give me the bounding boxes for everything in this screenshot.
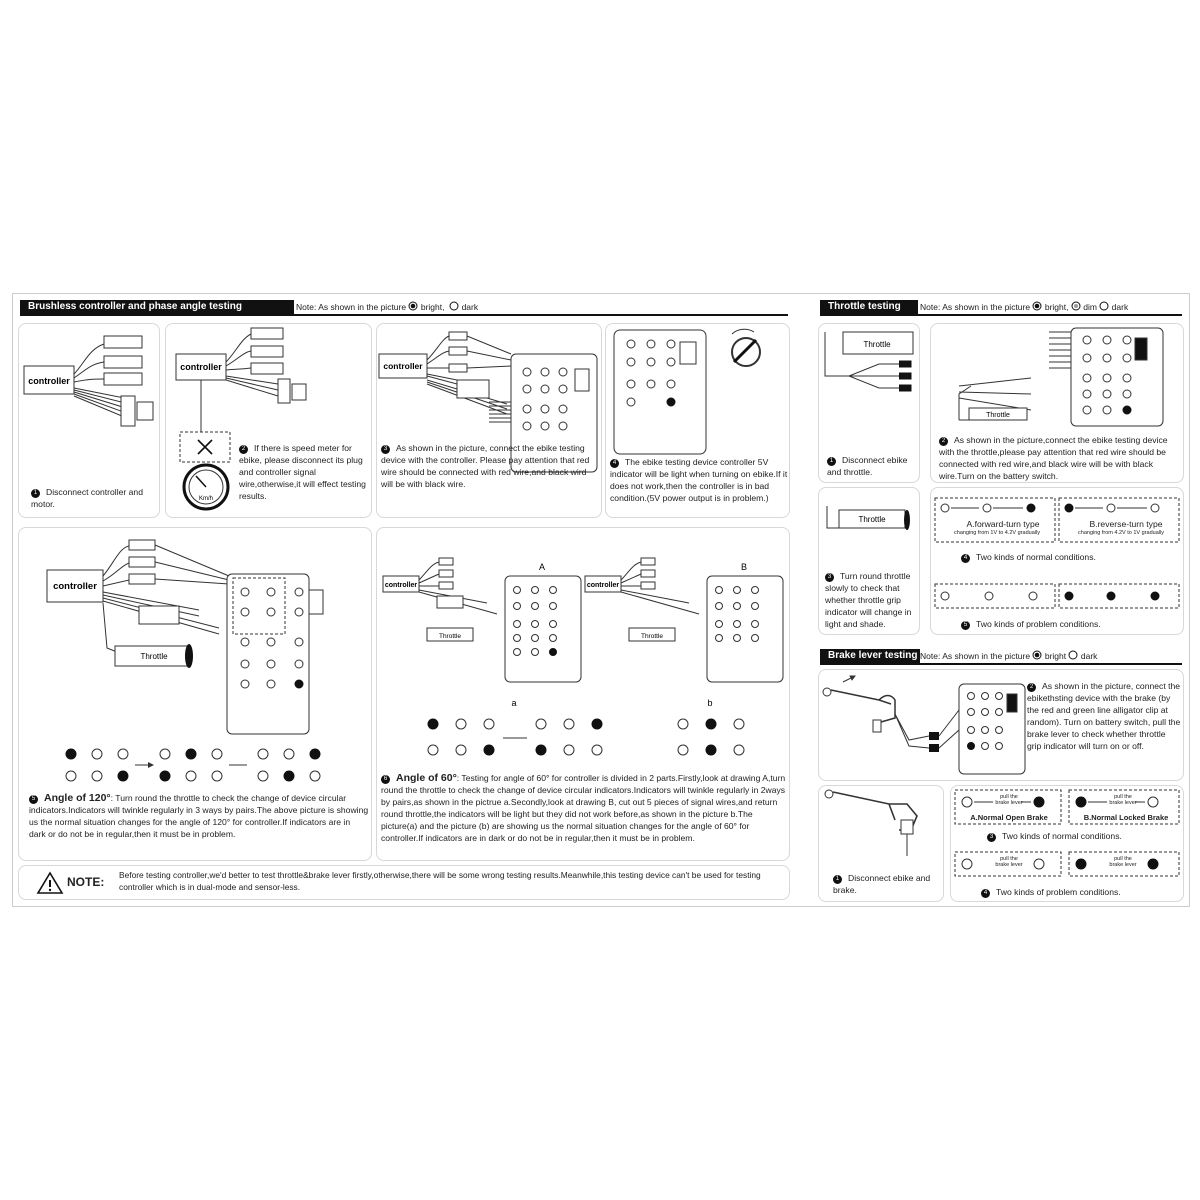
step1-text: 1 Disconnect controller and motor. — [31, 487, 143, 509]
svg-text:controller: controller — [384, 582, 418, 589]
controller-motor-diagram — [19, 324, 159, 474]
throttle-step2-text: 2 As shown in the picture,connect the ebike testing device with the throttle,please pay attention that red wire should be connected with red wire,and black wire will be with black wire.Turn on the battery switch. — [939, 435, 1168, 481]
controller-label: controller — [28, 376, 70, 386]
step6-panel — [376, 527, 790, 861]
svg-text:Throttle: Throttle — [986, 412, 1010, 419]
step5-title: Angle of 120° — [44, 792, 111, 804]
throttle-turn-diagram — [819, 488, 919, 548]
bright-indicator-icon — [408, 301, 418, 311]
note-bar — [18, 865, 790, 900]
legend-bright: bright, — [420, 302, 445, 312]
brake-step1-panel — [818, 785, 944, 902]
throttle-header-rule — [820, 314, 1182, 316]
throttle-legend: Note: As shown in the picture bright, dim dark — [920, 302, 1129, 312]
step1-panel — [18, 323, 160, 518]
section-title-brushless: Brushless controller and phase angle testing — [20, 300, 294, 314]
angle-60-diagram — [377, 528, 789, 768]
brake-legend: Note: As shown in the picture bright dark — [920, 651, 1098, 661]
brake-step2-panel — [818, 669, 1184, 781]
svg-text:controller: controller — [383, 361, 423, 371]
bright-indicator-icon — [1032, 301, 1042, 311]
svg-text:controller: controller — [53, 581, 97, 592]
brake-step1-text: 1 Disconnect ebike and brake. — [833, 873, 931, 895]
warning-icon — [37, 871, 63, 895]
step6-title: Angle of 60° — [396, 772, 457, 784]
throttle-step1-text: 1 Disconnect ebike and throttle. — [827, 455, 908, 477]
pull-label-a: pull the brake lever — [995, 794, 1023, 806]
brake-step3-text: 3 Two kinds of normal conditions. — [987, 830, 1183, 842]
brake-step2-text: 2 As shown in the picture, connect the ebikethsting device with the brake (by the red and green line alligator clip at random). Turn on battery switch, pull the brake lever to check whether throttle grip indicator will turn on or off. — [1027, 681, 1181, 751]
brake-step4-text: 4 Two kinds of problem conditions. — [981, 886, 1181, 898]
step5-panel — [18, 527, 372, 861]
dim-indicator-icon — [1071, 301, 1081, 311]
header-rule — [20, 314, 788, 316]
throttle-label: Throttle — [140, 652, 168, 661]
step5-text: 5 Angle of 120°: Turn round the throttle to check the change of device circular indicators.Indicators will twinkle regularly in 3 ways by pairs.The above picture is showing us the normal situation changes for the angle of 120° for controller.If indicators are in dark or do not be in regular,then it must be in problem. — [29, 792, 369, 839]
kmh-label: Km/h — [198, 496, 214, 502]
type-a-label: A.forward-turn type — [966, 519, 1040, 529]
svg-text:Throttle: Throttle — [858, 515, 886, 524]
throttle-step5-text: 5 Two kinds of problem conditions. — [961, 618, 1181, 630]
svg-text:Throttle: Throttle — [863, 340, 891, 349]
pull-label-b: pull the brake lever — [1109, 794, 1137, 806]
throttle-disconnect-diagram — [819, 324, 919, 424]
picture-b-label: b — [707, 698, 713, 708]
dark-indicator-icon — [1068, 650, 1078, 660]
dark-indicator-icon — [1099, 301, 1109, 311]
throttle-step1-panel — [818, 323, 920, 483]
note-label: NOTE: — [67, 875, 105, 889]
brake-conditions-panel — [950, 785, 1184, 902]
brake-tester-diagram — [819, 670, 1029, 780]
type-b-sub: changing from 4.2V to 1V gradually — [1078, 530, 1164, 536]
throttle-tester-diagram — [931, 324, 1183, 429]
angle-120-indicator-sequence — [66, 749, 320, 781]
throttle-step3-panel — [818, 487, 920, 635]
pull-label-d: pull the brake lever — [1109, 856, 1137, 868]
normal-locked-label: B.Normal Locked Brake — [1083, 813, 1169, 822]
step6-text: 6 Angle of 60°: Testing for angle of 60° for controller is divided in 2 parts.Firstly,look at drawing A,turn round the throttle to check the change of device circular indicators.Indicators will twinkle regularly in 2ways by pairs,as shown in the pictrue a.Secondly,look at drawing B, cut out 5 pieces of signal wires,and return round throttle,the indicators will be light but they did not work before,as shown in the picture b.The picture(a) and the picture (b) are showing us the normal situation changes for the angle of 60° for controller.If indicators are in dark or do not be in regular,then it must be in problem. — [381, 772, 786, 843]
brushless-legend — [296, 300, 478, 314]
legend-note: Note: As shown in the picture — [296, 302, 407, 312]
type-a-sub: changing from 1V to 4.2V gradually — [954, 530, 1040, 536]
dark-indicator-icon — [449, 301, 459, 311]
step3-panel — [376, 323, 602, 518]
drawing-B-label: B — [740, 562, 748, 572]
angle-120-diagram — [19, 528, 371, 788]
type-b-label: B.reverse-turn type — [1089, 519, 1163, 529]
throttle-step4-text: 4 Two kinds of normal conditions. — [961, 551, 1181, 563]
svg-text:controller: controller — [586, 582, 620, 589]
brake-header-rule — [820, 663, 1182, 665]
note-text: Before testing controller,we'd better to test throttle&brake lever firstly,otherwise,there will be some wrong testing results.Meanwhile,this testing device can't be used for testing controller which is in dual-mode and sensor-less. — [119, 870, 761, 892]
legend-dark: dark — [461, 302, 479, 312]
step4-panel — [605, 323, 790, 518]
throttle-step2-panel — [930, 323, 1184, 483]
normal-open-label: A.Normal Open Brake — [970, 813, 1048, 822]
bright-indicator-icon — [1032, 650, 1042, 660]
section-title-brake: Brake lever testing — [820, 649, 920, 663]
step3-text: 3 As shown in the picture, connect the ebike testing device with the controller. Please pay attention that red wire should be connected with red wire,and black wird will be with black wire. — [381, 443, 590, 489]
brake-lever-diagram — [819, 786, 943, 866]
svg-text:controller: controller — [180, 362, 222, 372]
drawing-A-label: A — [538, 562, 546, 572]
step4-text: 4 The ebike testing device controller 5V indicator will be light when turning on ebike.If it does not work,then the controller is in bad condition.(5V power output is in problem.) — [610, 457, 788, 503]
angle-60-indicator-sequence — [428, 719, 744, 755]
step2-panel — [165, 323, 372, 518]
picture-a-label: a — [511, 698, 517, 708]
tester-device-diagram — [606, 324, 789, 454]
svg-text:Throttle: Throttle — [640, 633, 664, 640]
throttle-conditions-panel — [930, 487, 1184, 635]
pull-label-c: pull the brake lever — [995, 856, 1023, 868]
controller-tester-diagram — [377, 324, 601, 444]
section-title-throttle: Throttle testing — [820, 300, 918, 314]
throttle-step3-text: 3 Turn round throttle slowly to check that whether throttle grip indicator will change in light and shade. — [825, 571, 912, 629]
svg-text:Throttle: Throttle — [438, 633, 462, 640]
step2-text: 2 If there is speed meter for ebike, please disconnect its plug and controller signal wire,otherwise,it will effect testing results. — [239, 443, 366, 501]
